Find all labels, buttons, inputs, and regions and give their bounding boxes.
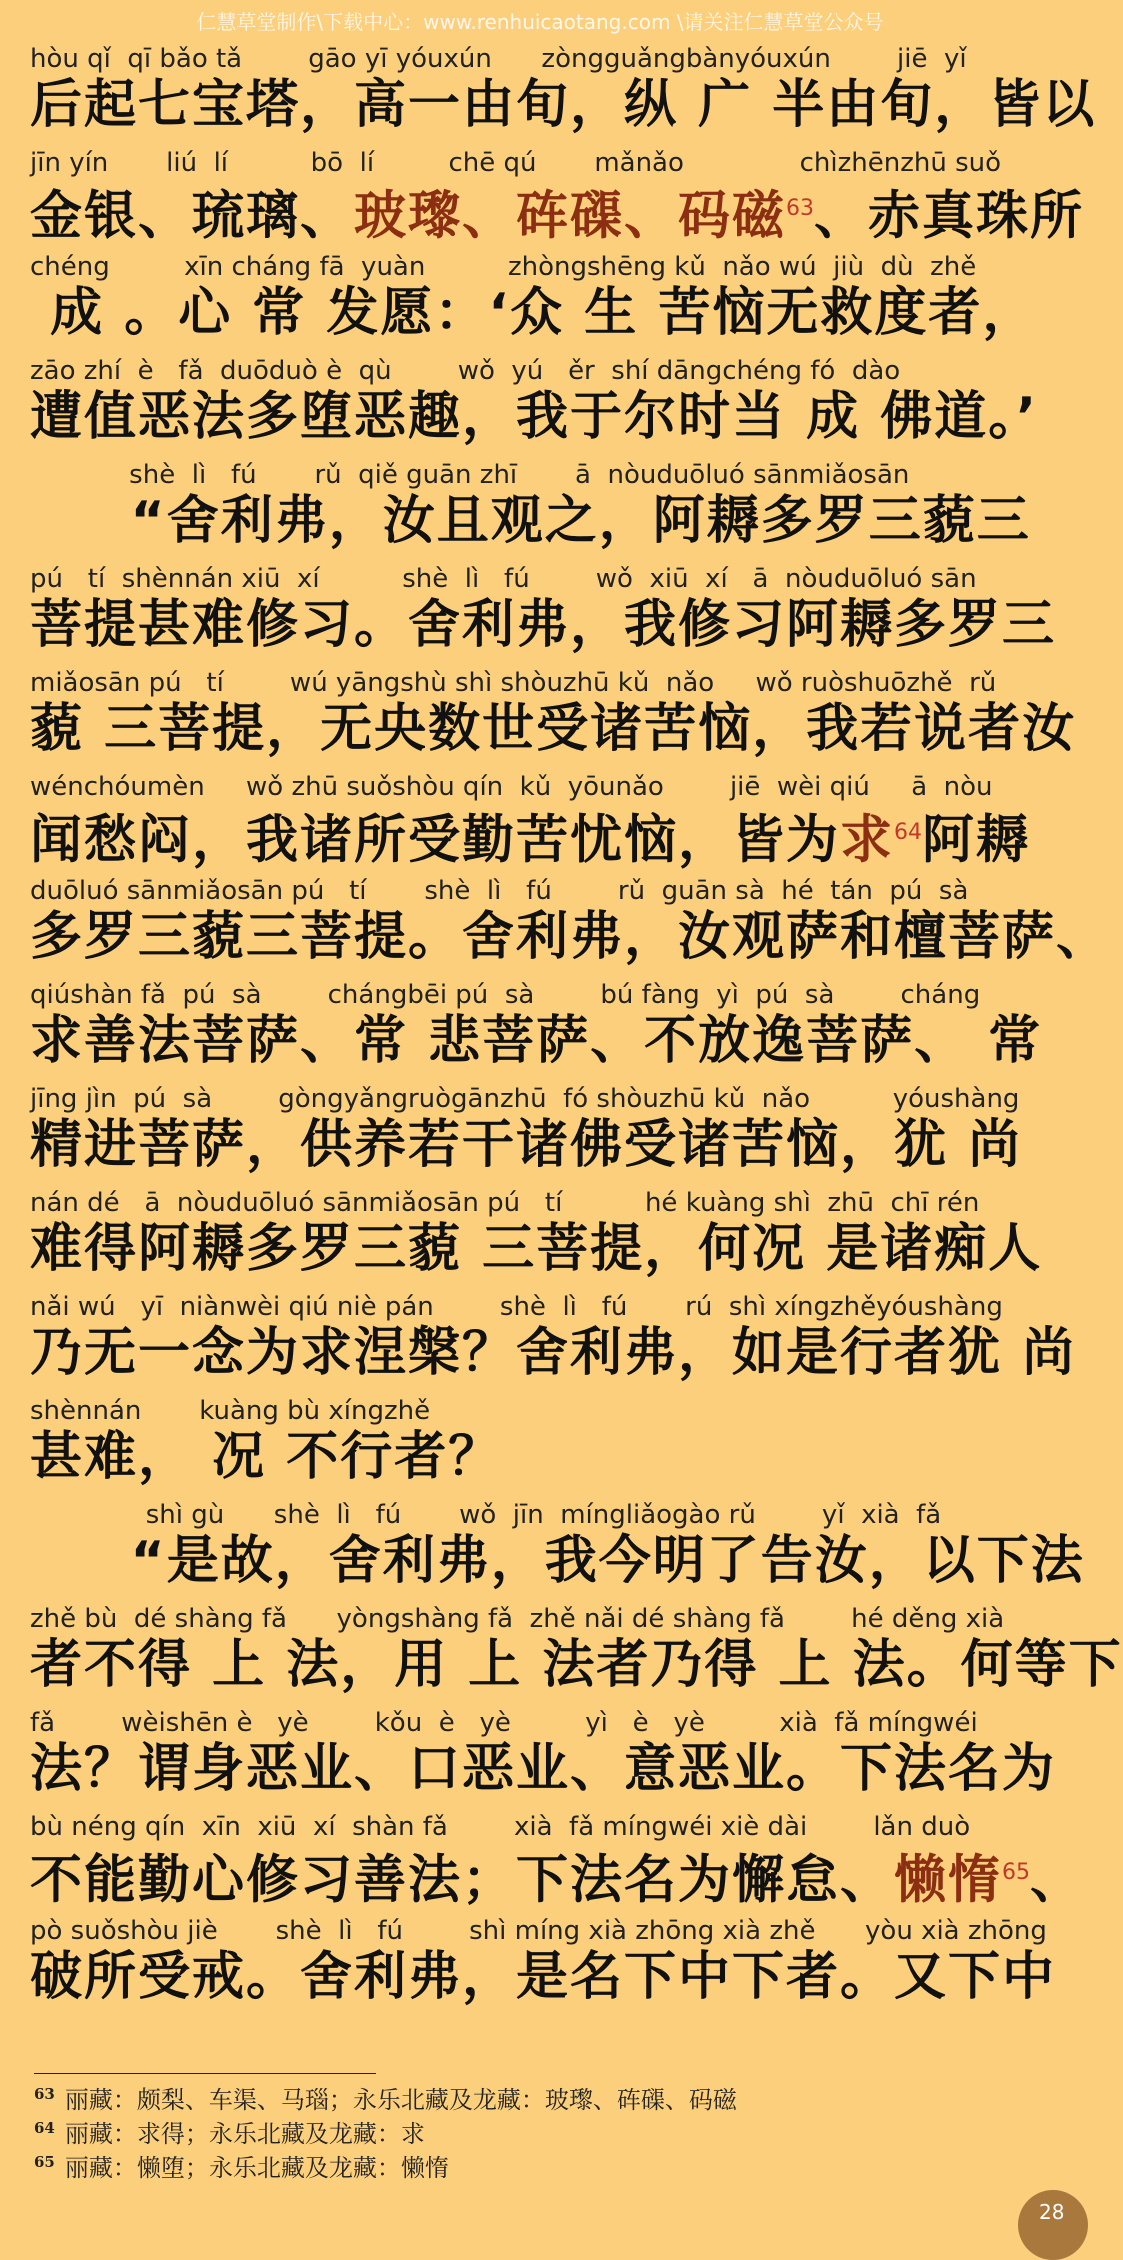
text-line <box>30 460 1055 564</box>
hanzi-line <box>30 1218 1055 1288</box>
text-segment: 金银、琉璃、 <box>30 186 355 247</box>
hanzi-line <box>30 1530 1085 1600</box>
text-line <box>30 1188 1055 1292</box>
footnote-ref: 64 <box>894 820 923 845</box>
hanzi-line <box>30 1634 1123 1704</box>
text-line <box>30 1396 1055 1500</box>
pinyin-line: miǎosān pú tí wú yāngshù shì shòuzhū kǔ nǎo wǒ ruòshuōzhě rǔ <box>30 668 997 698</box>
hanzi-line <box>30 698 1077 768</box>
text-segment: 成 。心 常 发愿：‘众 生 苦恼无救度者， <box>30 283 1037 343</box>
text-line <box>30 1604 1123 1708</box>
text-segment: 懒惰 <box>894 1850 1003 1911</box>
text-segment: “是故，舍利弗，我今明了告汝，以下法 <box>30 1531 1085 1591</box>
text-segment: 精进菩萨，供养若干诸佛受诸苦恼，犹 尚 <box>30 1115 1023 1175</box>
text-segment: 破所受戒。舍利弗，是名下中下者。又下中 <box>30 1947 1057 2007</box>
footnote <box>34 2077 1034 2114</box>
text-segment: 菩提甚难修习。舍利弗，我修习阿耨多罗三 <box>30 595 1057 655</box>
pinyin-line: pò suǒshòu jiè shè lì fú shì míng xià zhōng xià zhě yòu xià zhōng <box>30 1916 1047 1946</box>
footnote-number: 65 <box>34 2153 55 2171</box>
hanzi-line <box>30 282 1055 352</box>
text-segment: 藐 三菩提，无央数世受诸苦恼，我若说者汝 <box>30 699 1077 759</box>
text-line <box>30 1708 1055 1812</box>
hanzi-line <box>30 74 1097 144</box>
pinyin-line: shì gù shè lì fú wǒ jīn míngliǎogào rǔ yǐ xià fǎ <box>30 1500 942 1530</box>
text-segment: 甚难， 况 不行者？ <box>30 1427 503 1487</box>
pinyin-line: duōluó sānmiǎosān pú tí shè lì fú rǔ guān sà hé tán pú sà <box>30 876 969 906</box>
pinyin-line: zhě bù dé shàng fǎ yòngshàng fǎ zhě nǎi dé shàng fǎ hé děng xià <box>30 1604 1005 1634</box>
pinyin-line: shènnán kuàng bù xíngzhě <box>30 1396 431 1426</box>
footnote-text: 丽藏：求得；永乐北藏及龙藏：求 <box>64 2120 425 2148</box>
footnote <box>34 2111 1034 2148</box>
text-line <box>30 668 1077 772</box>
pinyin-line: bù néng qín xīn xiū xí shàn fǎ xià fǎ míngwéi xiè dài lǎn duò <box>30 1812 971 1842</box>
pinyin-line: chéng xīn cháng fā yuàn zhòngshēng kǔ nǎo wú jiù dù zhě <box>30 252 977 282</box>
hanzi-line <box>30 594 1055 664</box>
text-segment: 乃无一念为求涅槃？舍利弗，如是行者犹 尚 <box>30 1323 1077 1383</box>
hanzi-line <box>30 1114 1055 1184</box>
text-line <box>30 1292 1077 1396</box>
text-segment: 、赤真珠所 <box>814 186 1085 247</box>
text-segment: 法？谓身恶业、口恶业、意恶业。下法名为 <box>30 1739 1057 1799</box>
hanzi-line <box>30 1426 1055 1496</box>
text-segment: 闻愁闷，我诸所受勤苦忧恼，皆为 <box>30 810 841 871</box>
text-line <box>30 876 1111 980</box>
footnote-ref: 65 <box>1002 1860 1031 1885</box>
hanzi-line <box>30 802 1055 872</box>
footnote-number: 64 <box>34 2119 55 2137</box>
page-header: 仁慧草堂制作\下载中心：www.renhuicaotang.com \请关注仁慧草堂公众号 <box>196 10 884 34</box>
text-line <box>30 356 1055 460</box>
text-line <box>30 1812 1085 1916</box>
text-line <box>30 564 1055 668</box>
pinyin-line: hòu qǐ qī bǎo tǎ gāo yī yóuxún zòngguǎngbànyóuxún jiē yǐ <box>30 44 967 74</box>
hanzi-line <box>30 906 1111 976</box>
text-segment: 多罗三藐三菩提。舍利弗，汝观萨和檀菩萨、 <box>30 907 1111 967</box>
footnote-text: 丽藏：懒堕；永乐北藏及龙藏：懒惰 <box>64 2154 449 2182</box>
text-line <box>30 148 1085 252</box>
text-segment: “舍利弗，汝且观之，阿耨多罗三藐三 <box>30 491 1031 551</box>
pinyin-line: zāo zhí è fǎ duōduò è qù wǒ yú ěr shí dāngchéng fó dào <box>30 356 901 386</box>
text-body <box>30 44 1123 2020</box>
pinyin-line: jīn yín liú lí bō lí chē qú mǎnǎo chìzhēnzhū suǒ <box>30 148 1002 178</box>
text-segment: 者不得 上 法，用 上 法者乃得 上 法。何等下 <box>30 1635 1123 1695</box>
pinyin-line: jīng jìn pú sà gòngyǎngruògānzhū fó shòuzhū kǔ nǎo yóushàng <box>30 1084 1020 1114</box>
text-line <box>30 1084 1055 1188</box>
pinyin-line: pú tí shènnán xiū xí shè lì fú wǒ xiū xí ā nòuduōluó sān <box>30 564 977 594</box>
pinyin-line: nǎi wú yī niànwèi qiú niè pán shè lì fú rú shì xíngzhěyóushàng <box>30 1292 1003 1322</box>
footnote-ref: 63 <box>786 196 815 221</box>
text-line <box>30 44 1097 148</box>
hanzi-line <box>30 178 1085 248</box>
footnote-number: 63 <box>34 2085 55 2103</box>
hanzi-line <box>30 1946 1055 2016</box>
pinyin-line: shè lì fú rǔ qiě guān zhī ā nòuduōluó sānmiǎosān <box>30 460 910 490</box>
text-segment: 求善法菩萨、常 悲菩萨、不放逸菩萨、 常 <box>30 1011 1043 1071</box>
text-segment: 求 <box>840 810 895 871</box>
hanzi-line <box>30 1322 1077 1392</box>
hanzi-line <box>30 386 1055 456</box>
footnotes <box>34 2077 1034 2182</box>
text-segment: 后起七宝塔，高一由旬，纵 广 半由旬，皆以 <box>30 75 1097 135</box>
pinyin-line: nán dé ā nòuduōluó sānmiǎosān pú tí hé kuàng shì zhū chī rén <box>30 1188 980 1218</box>
hanzi-line <box>30 1738 1055 1808</box>
pinyin-line: qiúshàn fǎ pú sà chángbēi pú sà bú fàng yì pú sà cháng <box>30 980 981 1010</box>
text-segment: 不能勤心修习善法；下法名为懈怠、 <box>30 1850 895 1911</box>
text-segment: 、 <box>1030 1850 1085 1911</box>
pinyin-line: wénchóumèn wǒ zhū suǒshòu qín kǔ yōunǎo jiē wèi qiú ā nòu <box>30 772 993 802</box>
hanzi-line <box>30 1842 1085 1912</box>
text-segment: 遭值恶法多堕恶趣，我于尔时当 成 佛道。’ <box>30 387 1038 447</box>
hanzi-line <box>30 490 1055 560</box>
footnote-divider <box>34 2073 376 2074</box>
text-segment: 难得阿耨多罗三藐 三菩提，何况 是诸痴人 <box>30 1219 1043 1279</box>
hanzi-line <box>30 1010 1055 1080</box>
text-line <box>30 252 1055 356</box>
text-line <box>30 772 1055 876</box>
text-segment: 阿耨 <box>922 810 1031 871</box>
text-segment: 玻瓈、砗磲、码磁 <box>354 186 787 247</box>
footnote-text: 丽藏：颇梨、车渠、马瑙；永乐北藏及龙藏：玻瓈、砗磲、码磁 <box>64 2086 737 2114</box>
text-line <box>30 1916 1055 2020</box>
pinyin-line: fǎ wèishēn è yè kǒu è yè yì è yè xià fǎ míngwéi <box>30 1708 978 1738</box>
footnote <box>34 2145 1034 2182</box>
page-number: 28 <box>1018 2190 1088 2260</box>
text-line <box>30 980 1055 1084</box>
text-line <box>30 1500 1085 1604</box>
